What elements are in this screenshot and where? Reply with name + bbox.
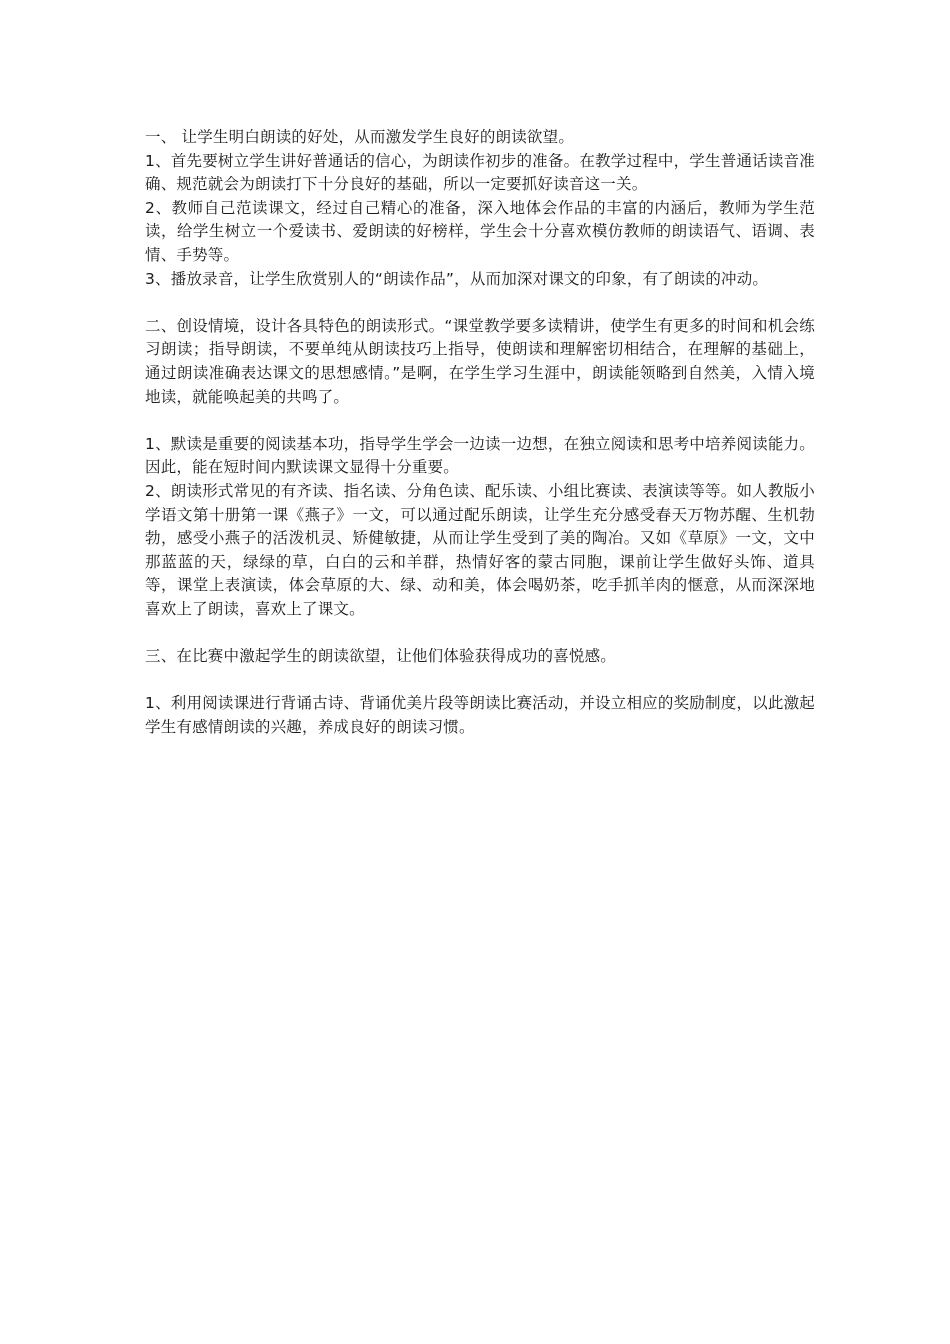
section-1-item-1: 1、首先要树立学生讲好普通话的信心，为朗读作初步的准备。在教学过程中，学生普通话读音准确、规范就会为朗读打下十分良好的基础，所以一定要抓好读音这一关。 [145, 151, 815, 194]
paragraph-spacer [145, 621, 815, 645]
paragraph-spacer [145, 291, 815, 315]
paragraph-spacer [145, 669, 815, 693]
paragraph-spacer [145, 409, 815, 433]
section-2-item-2: 2、朗读形式常见的有齐读、指名读、分角色读、配乐读、小组比赛读、表演读等等。如人教版小学语文第十册第一课《燕子》一文，可以通过配乐朗读，让学生充分感受春天万物苏醒、生机勃勃，感受小燕子的活泼机灵、矫健敏捷，从而让学生受到了美的陶冶。又如《草原》一文，文中那蓝蓝的天，绿绿的草，白白的云和羊群，热情好客的蒙古同胞，课前让学生做好头饰、道具等，课堂上表演读，体会草原的大、绿、动和美，体会喝奶茶，吃手抓羊肉的惬意，从而深深地喜欢上了朗读，喜欢上了课文。 [145, 481, 815, 618]
section-2-item-1: 1、默读是重要的阅读基本功，指导学生学会一边读一边想，在独立阅读和思考中培养阅读能力。因此，能在短时间内默读课文显得十分重要。 [145, 434, 815, 477]
document-page [145, 126, 815, 739]
section-3-item-1: 1、利用阅读课进行背诵古诗、背诵优美片段等朗读比赛活动，并设立相应的奖励制度，以此激起学生有感情朗读的兴趣，养成良好的朗读习惯。 [145, 694, 815, 736]
section-2-heading: 二、创设情境，设计各具特色的朗读形式。“课堂教学要多读精讲，使学生有更多的时间和机会练习朗读；指导朗读，不要单纯从朗读技巧上指导，使朗读和理解密切相结合，在理解的基础上，通过朗读准确表达课文的思想感情。”是啊，在学生学习生涯中，朗读能领略到自然美，入情入境地读，就能唤起美的共鸣了。 [145, 316, 815, 406]
section-1-heading: 一、 让学生明白朗读的好处，从而激发学生良好的朗读欲望。 [145, 128, 575, 146]
section-1-item-2: 2、教师自己范读课文，经过自己精心的准备，深入地体会作品的丰富的内涵后，教师为学生范读，给学生树立一个爱读书、爱朗读的好榜样，学生会十分喜欢模仿教师的朗读语气、语调、表情、手势等。 [145, 198, 815, 264]
section-3-heading: 三、在比赛中激起学生的朗读欲望，让他们体验获得成功的喜悦感。 [145, 647, 617, 666]
section-1-item-3: 3、播放录音，让学生欣赏别人的“朗读作品”，从而加深对课文的印象，有了朗读的冲动。 [145, 269, 769, 288]
